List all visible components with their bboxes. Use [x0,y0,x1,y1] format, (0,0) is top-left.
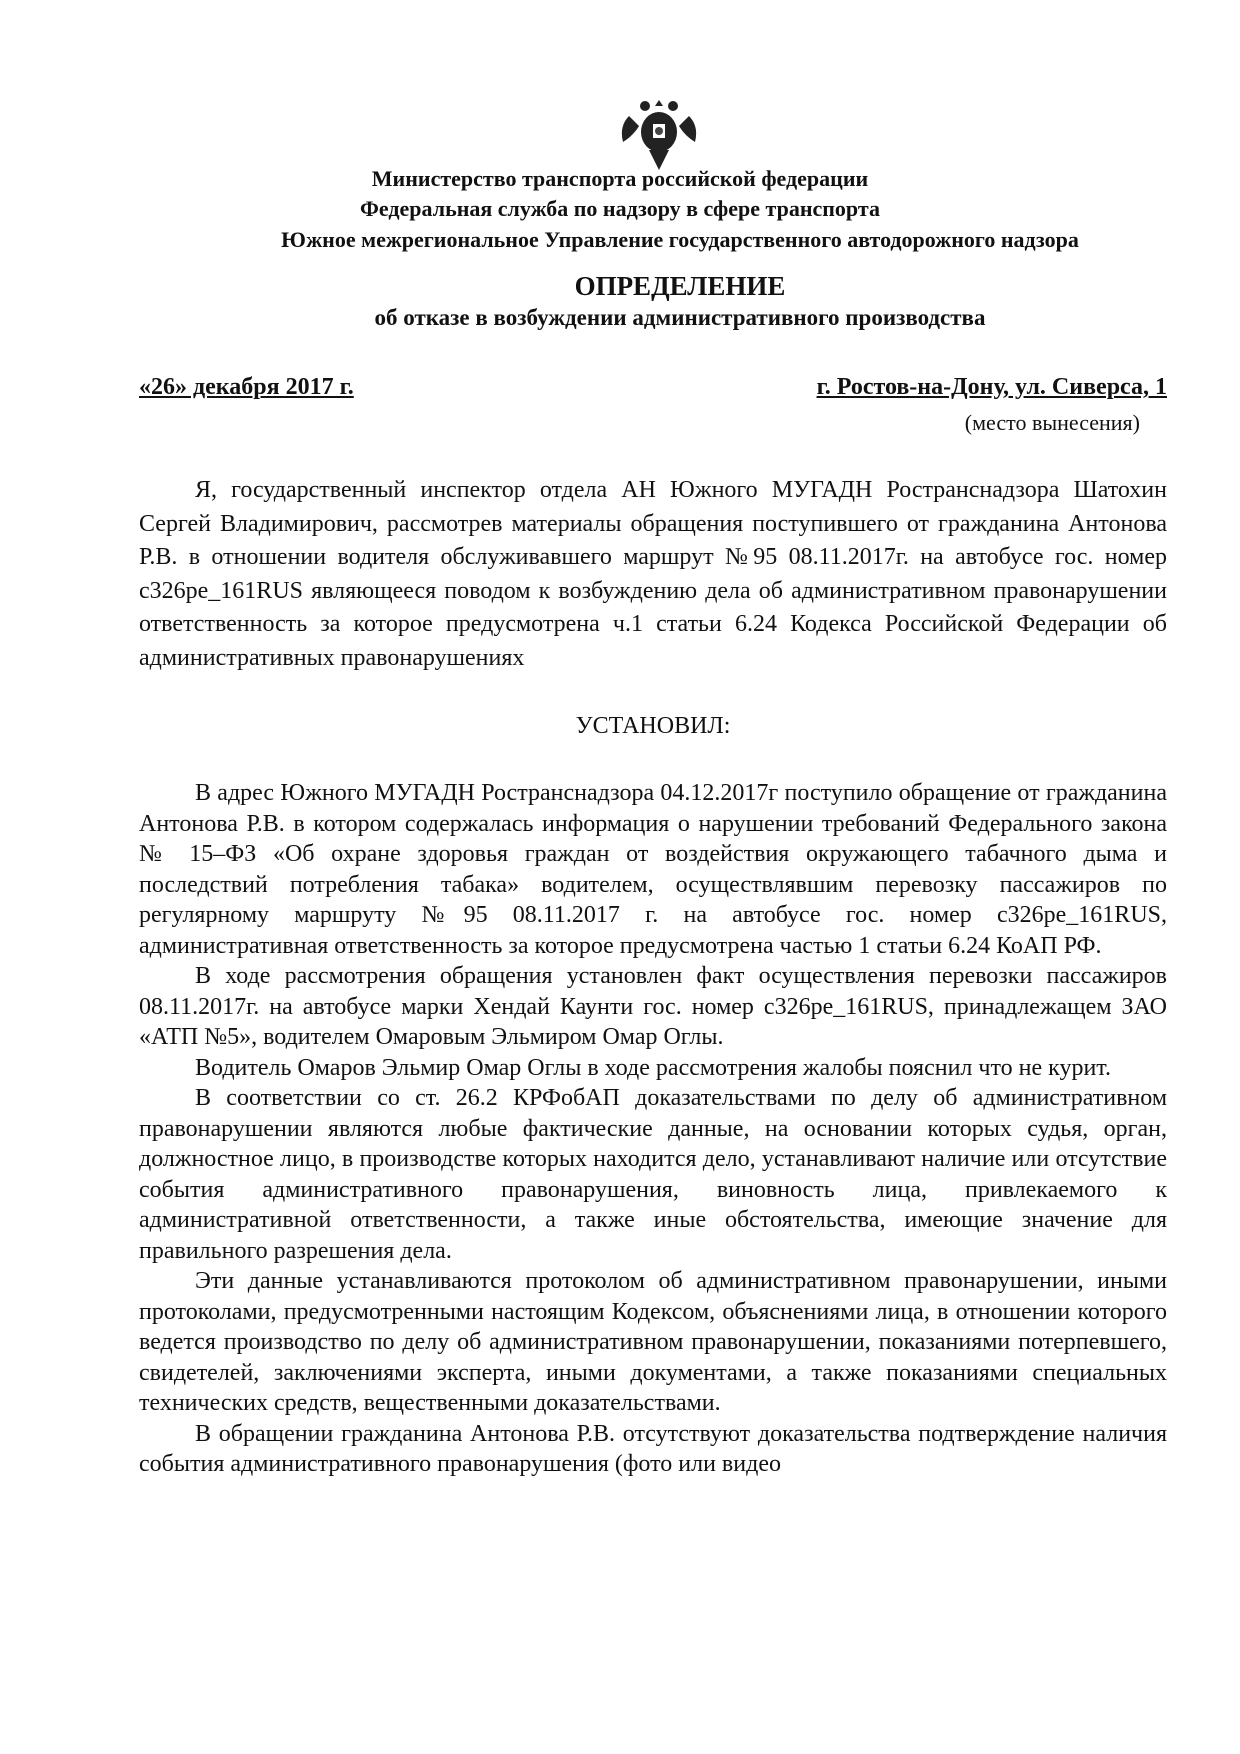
place-caption: (место вынесения) [964,410,1140,435]
findings-section [139,778,1167,1480]
paragraph: В обращении гражданина Антонова Р.В. отсутствуют доказательства подтверждение наличия события административного правонарушения (фото или видео [139,1420,1167,1477]
ministry-name: Министерство транспорта российской федерации [371,166,869,191]
section-heading-wrap [139,710,1167,744]
paragraph: В соответствии со ст. 26.2 КРФобАП доказательствами по делу об административном правонарушении являются любые фактические данные, на основании которых судья, орган, должностное лицо, в производстве которых находится дело, устанавливают наличие или отсутствие события административного правонарушения, виновность лица, привлекаемого к административной ответственности, а также иные обстоятельства, имеющие значение для правильного разрешения дела. [139,1085,1167,1264]
intro-section [139,474,1167,675]
document-date: «26» декабря 2017 г. [139,374,354,400]
document-title: ОПРЕДЕЛЕНИЕ [574,271,786,301]
coat-of-arms-emblem [615,96,703,172]
paragraph: Эти данные устанавливаются протоколом об административном правонарушении, иными протоколами, предусмотренными настоящим Кодексом, объяснениями лица, в отношении которого ведется производство по делу об административном правонарушении, показаниями потерпевшего, свидетелей, заключениями эксперта, иными документами, а также показаниями специальных технических средств, вещественными доказательствами. [139,1268,1167,1416]
department-name: Южное межрегиональное Управление государственного автодорожного надзора [281,227,1079,252]
service-name: Федеральная служба по надзору в сфере транспорта [360,196,880,221]
paragraph: В ходе рассмотрения обращения установлен факт осуществления перевозки пассажиров 08.11.2017г. на автобусе марки Хендай Каунти гос. номер с326ре_161RUS, принадлежащем ЗАО «АТП №5», водителем Омаровым Эльмиром Омар Оглы. [139,963,1167,1050]
intro-paragraph: Я, государственный инспектор отдела АН Южного МУГАДН Ространснадзора Шатохин Сергей Владимирович, рассмотрев материалы обращения поступившего от гражданина Антонова Р.В. в отношении водителя обслуживавшего маршрут №95 08.11.2017г. на автобусе гос. номер с326ре_161RUS являющееся поводом к возбуждению дела об административном правонарушении ответственность за которое предусмотрена ч.1 статьи 6.24 Кодекса Российской Федерации об административных правонарушениях [139,477,1167,671]
section-heading: УСТАНОВИЛ: [575,713,731,739]
paragraph: В адрес Южного МУГАДН Ространснадзора 04.12.2017г поступило обращение от гражданина Антонова Р.В. в котором содержалась информация о нарушении требований Федерального закона № 15–ФЗ «Об охране здоровья граждан от воздействия окружающего табачного дыма и последствий потребления табака» водителем, осуществлявшим перевозку пассажиров по регулярному маршруту №95 08.11.2017 г. на автобусе гос. номер с326ре_161RUS, административная ответственность за которое предусмотрена частью 1 статьи 6.24 КоАП РФ. [139,780,1167,959]
paragraph: Водитель Омаров Эльмир Омар Оглы в ходе рассмотрения жалобы пояснил что не курит. [195,1054,1111,1081]
document-subtitle: об отказе в возбуждении административного производства [374,305,986,330]
document-place: г. Ростов-на-Дону, ул. Сиверса, 1 [816,374,1167,400]
